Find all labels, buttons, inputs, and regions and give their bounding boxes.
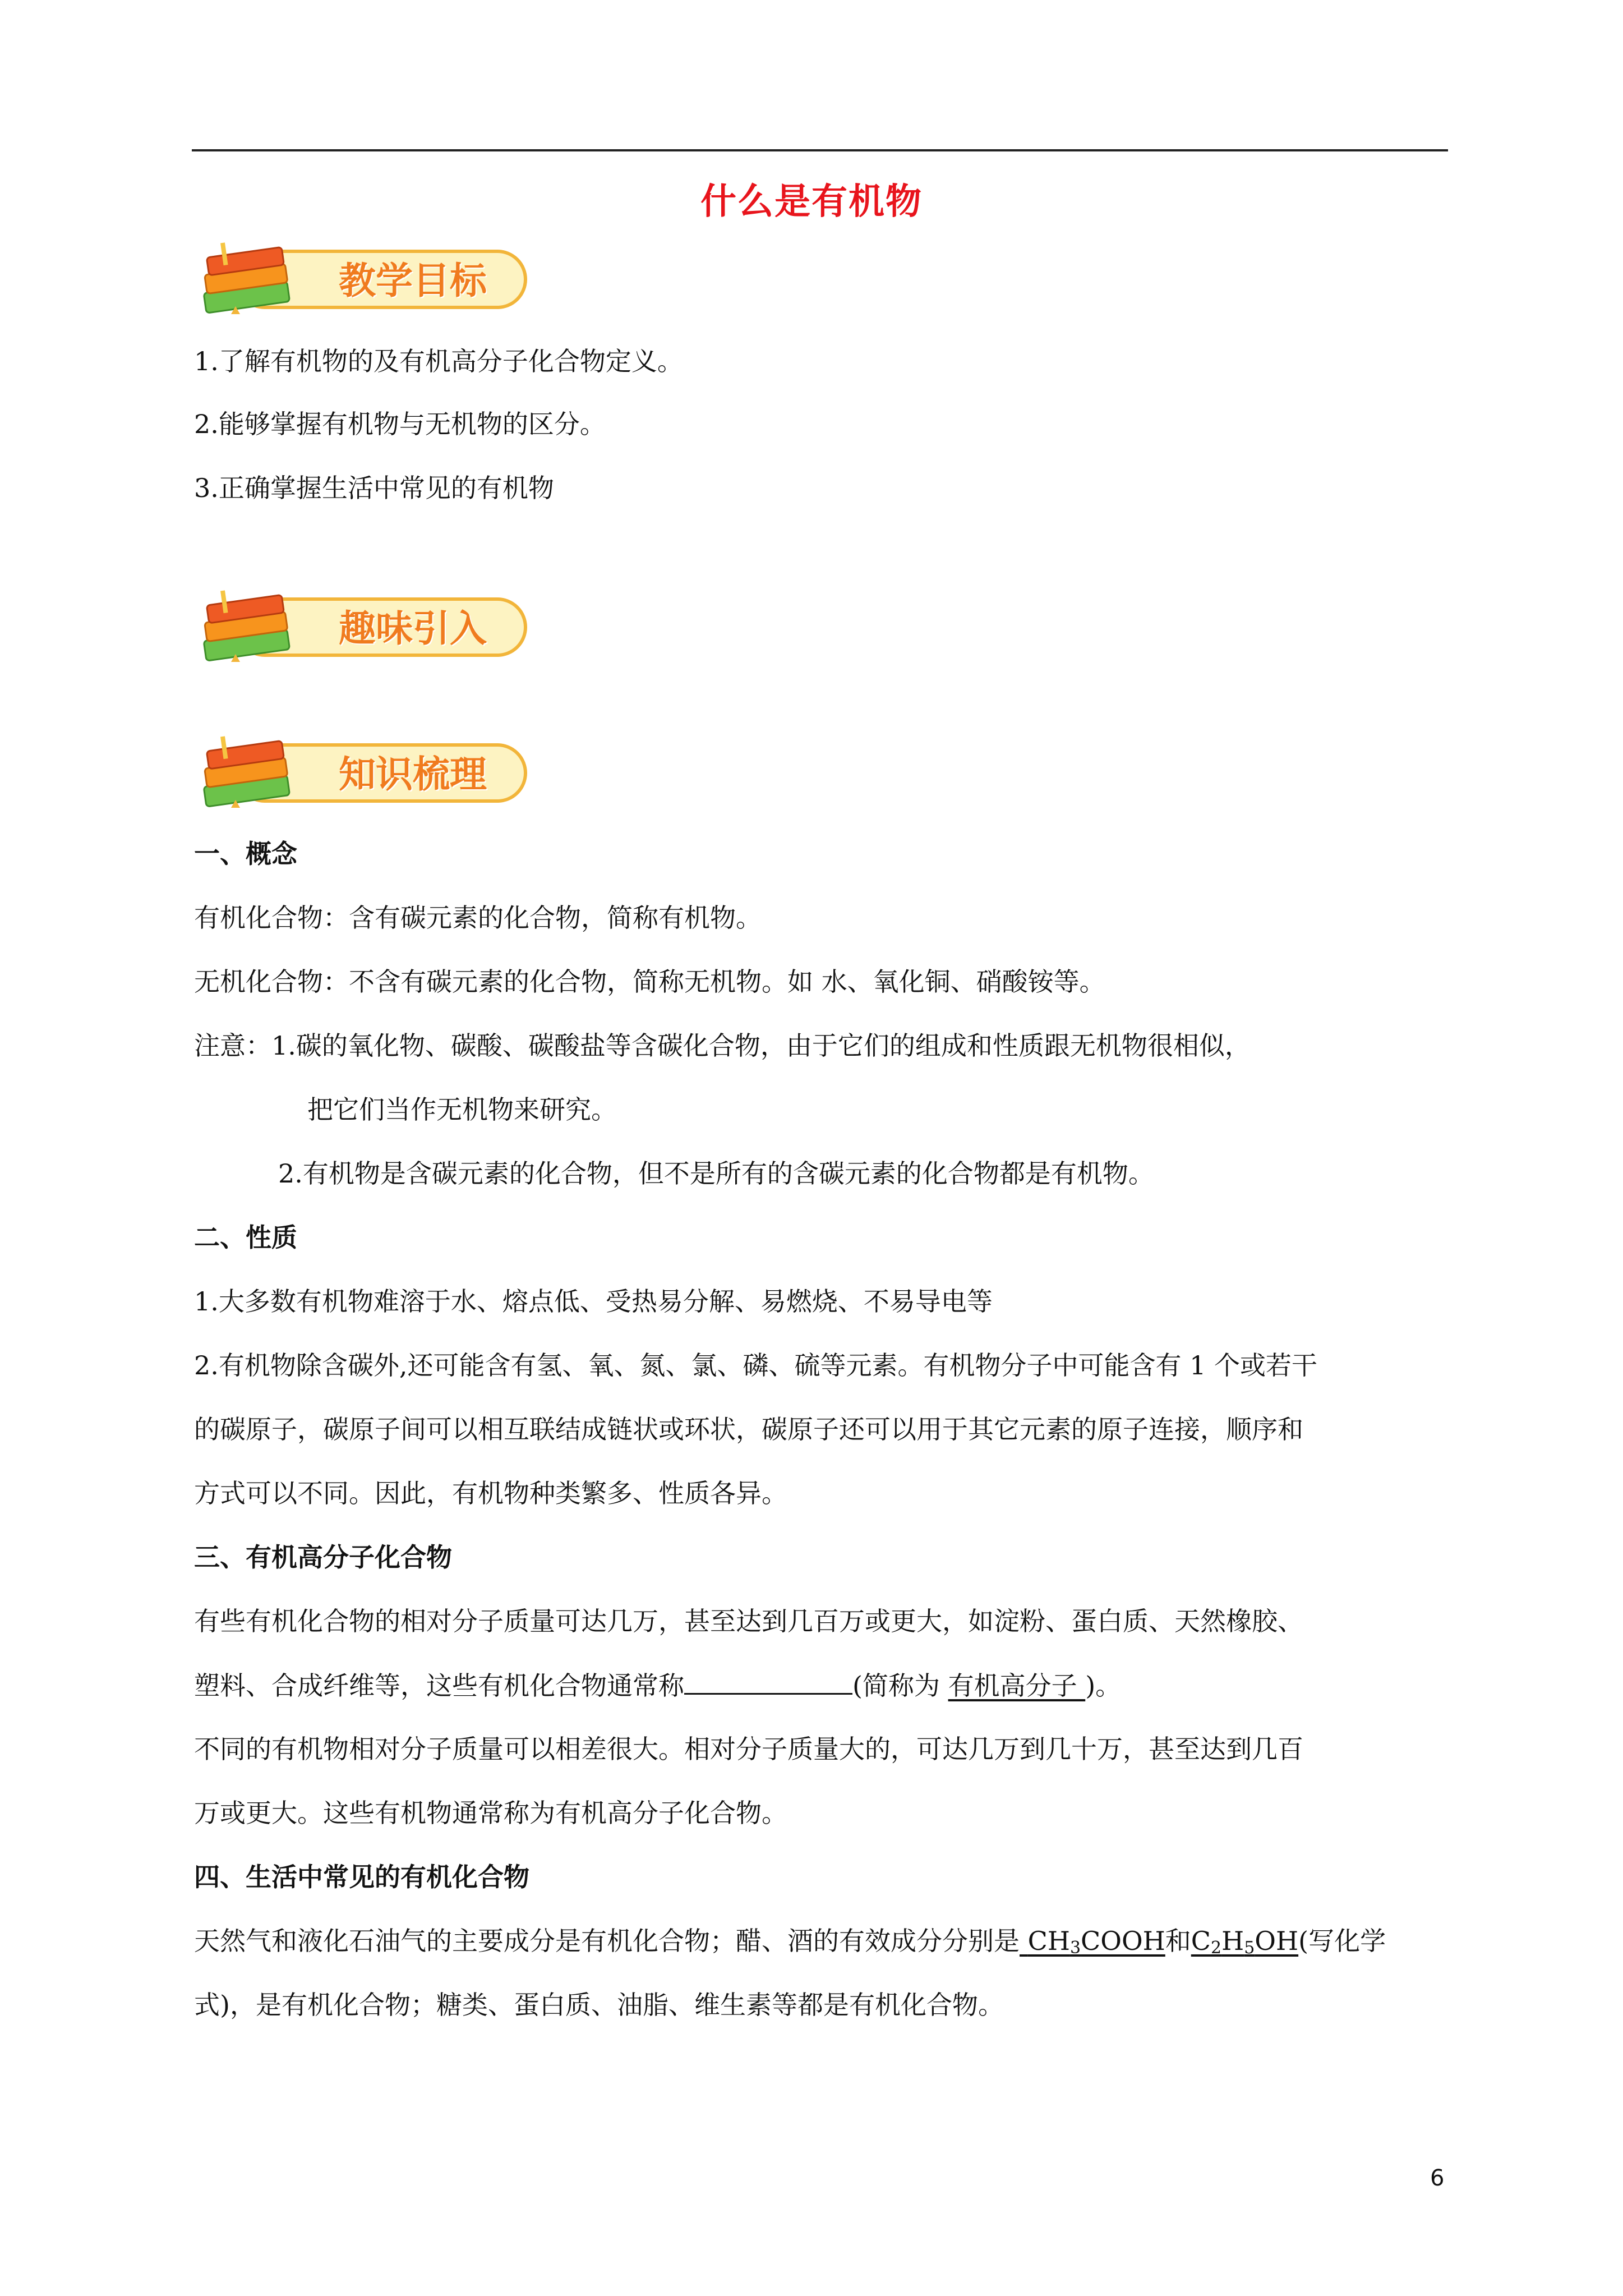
answer: 有机高分子 xyxy=(948,1671,1086,1701)
fill-blank[interactable] xyxy=(684,1668,852,1695)
formula-answer: $CH_3COOH$ xyxy=(1027,1926,1165,1958)
header-rule xyxy=(192,149,1448,151)
page-number: 6 xyxy=(1430,2165,1445,2191)
paragraph-with-blank xyxy=(194,1668,1121,1703)
note-line: 2.有机物是含碳元素的化合物，但不是所有的含碳元素的化合物都是有机物。 xyxy=(278,1158,1154,1189)
paragraph: 不同的有机物相对分子质量可以相差很大。相对分子质量大的，可达几万到几十万，甚至达到几百 xyxy=(194,1734,1303,1764)
paragraph: 万或更大。这些有机物通常称为有机高分子化合物。 xyxy=(194,1798,787,1828)
paragraph: 方式可以不同。因此，有机物种类繁多、性质各异。 xyxy=(194,1478,787,1508)
text: )。 xyxy=(1085,1671,1122,1701)
page-title: 什么是有机物 xyxy=(700,181,923,223)
badge-label: 趣味引入 xyxy=(339,606,487,650)
paragraph: 的碳原子，碳原子间可以相互联结成链状或环状，碳原子还可以用于其它元素的原子连接，顺序和 xyxy=(194,1414,1303,1444)
badge-label: 教学目标 xyxy=(339,259,487,302)
paragraph-with-formulas xyxy=(194,1924,1386,1965)
objective-item: 3.正确掌握生活中常见的有机物 xyxy=(194,473,554,503)
text: 和 xyxy=(1165,1926,1191,1956)
text: 塑料、合成纤维等，这些有机化合物通常称 xyxy=(194,1671,684,1701)
badge-intro xyxy=(197,583,534,668)
objective-item: 1.了解有机物的及有机高分子化合物定义。 xyxy=(194,346,683,376)
section-heading: 一、概念 xyxy=(194,839,297,869)
objective-item: 2.能够掌握有机物与无机物的区分。 xyxy=(194,409,606,439)
paragraph: 有机化合物：含有碳元素的化合物，简称有机物。 xyxy=(194,903,762,933)
badge-knowledge xyxy=(197,729,534,813)
paragraph: 式)，是有机化合物；糖类、蛋白质、油脂、维生素等都是有机化合物。 xyxy=(194,1990,1004,2020)
badge-label: 知识梳理 xyxy=(339,752,487,796)
section-heading: 二、性质 xyxy=(194,1222,297,1253)
paragraph: 有些有机化合物的相对分子质量可达几万，甚至达到几百万或更大，如淀粉、蛋白质、天然橡胶、 xyxy=(194,1606,1303,1636)
paragraph: 2.有机物除含碳外,还可能含有氢、氧、氮、氯、磷、硫等元素。有机物分子中可能含有 1 个或若干 xyxy=(194,1350,1318,1381)
paragraph: 1.大多数有机物难溶于水、熔点低、受热易分解、易燃烧、不易导电等 xyxy=(194,1286,993,1317)
text: (简称为 xyxy=(852,1671,948,1701)
text: (写化学 xyxy=(1298,1926,1386,1956)
text: 天然气和液化石油气的主要成分是有机化合物；醋、酒的有效成分分别是 xyxy=(194,1926,1020,1956)
section-heading: 三、有机高分子化合物 xyxy=(194,1542,452,1572)
paragraph: 无机化合物：不含有碳元素的化合物，简称无机物。如 水、氧化铜、硝酸铵等。 xyxy=(194,967,1105,997)
badge-objectives xyxy=(197,236,534,320)
note-line: 注意：1.碳的氧化物、碳酸、碳酸盐等含碳化合物，由于它们的组成和性质跟无机物很相似， xyxy=(194,1030,1251,1061)
note-line: 把它们当作无机物来研究。 xyxy=(307,1094,617,1125)
section-heading: 四、生活中常见的有机化合物 xyxy=(194,1862,529,1892)
formula-answer: $C_2H_5OH$ xyxy=(1191,1926,1299,1958)
